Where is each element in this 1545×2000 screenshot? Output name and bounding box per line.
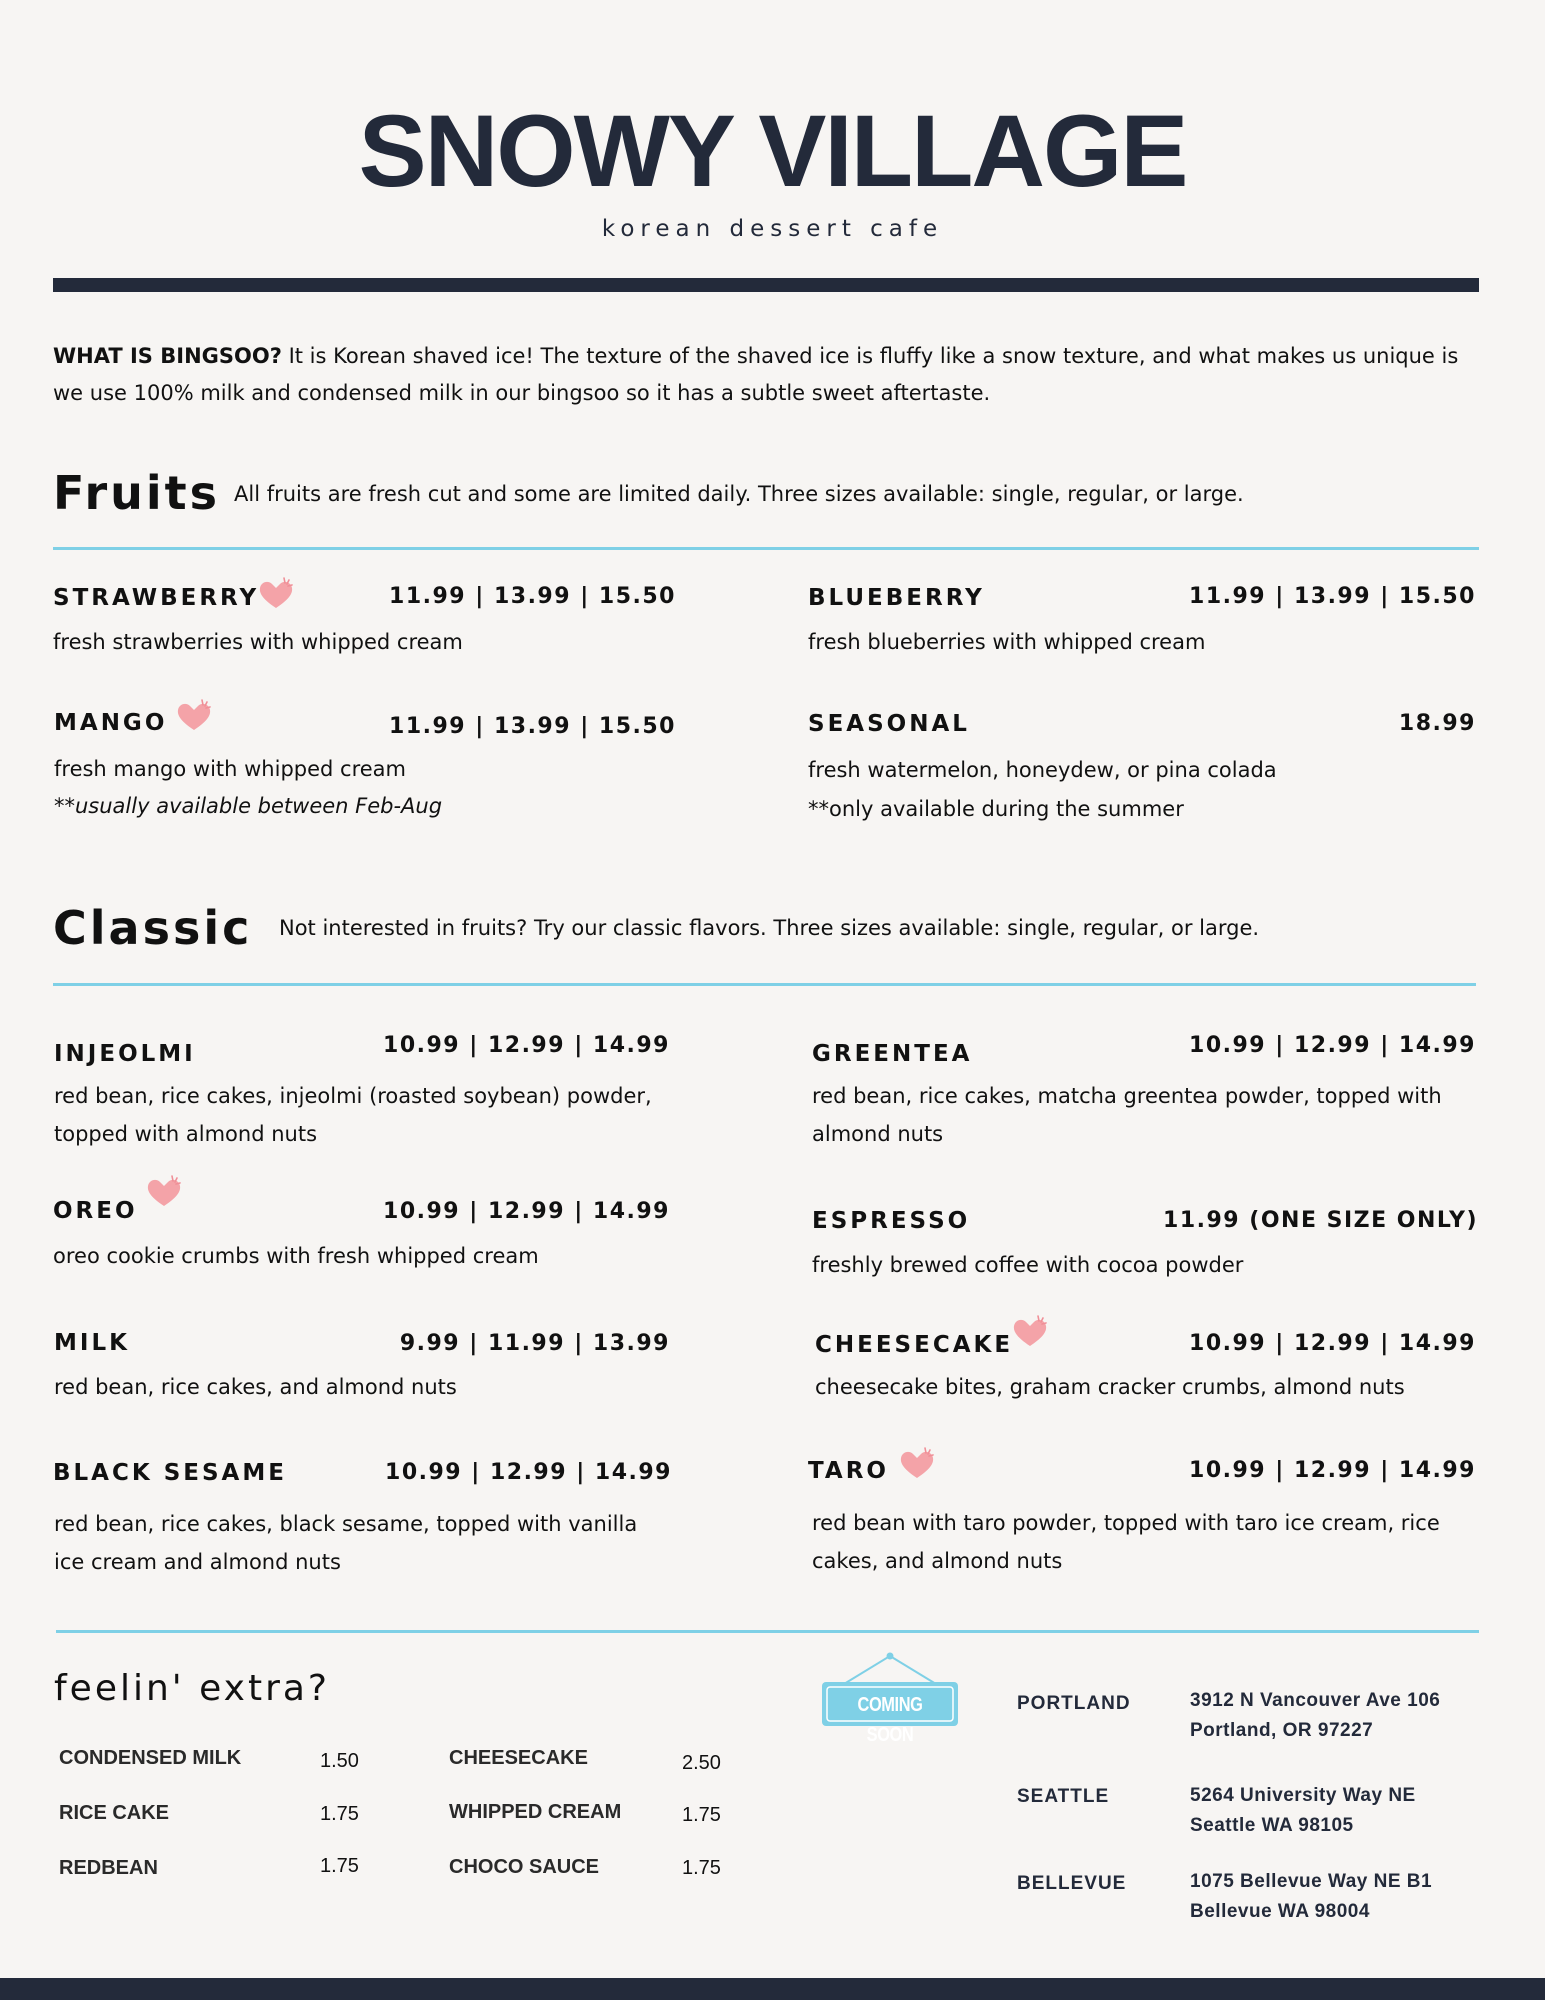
- location-bellevue-line2: Bellevue WA 98004: [1190, 1901, 1370, 1922]
- item-oreo-desc: oreo cookie crumbs with fresh whipped cream: [53, 1244, 539, 1268]
- extra-choco-sauce-name: CHOCO SAUCE: [449, 1856, 600, 1878]
- item-greentea-desc: red bean, rice cakes, matcha greentea powder, topped with almond nuts: [812, 1084, 1442, 1146]
- coming-soon-sign: [820, 1650, 960, 1746]
- item-cheesecake-price: 10.99 | 12.99 | 14.99: [1189, 1331, 1476, 1356]
- item-oreo-price: 10.99 | 12.99 | 14.99: [383, 1199, 670, 1224]
- location-portland-line2: Portland, OR 97227: [1190, 1720, 1374, 1741]
- header-divider: [53, 278, 1479, 292]
- item-injeolmi-desc: red bean, rice cakes, injeolmi (roasted soybean) powder, topped with almond nuts: [54, 1084, 652, 1146]
- heart-icon: [897, 1444, 937, 1482]
- extra-condensed-milk-price: 1.50: [320, 1750, 359, 1772]
- fruits-title: Fruits: [53, 466, 221, 520]
- extra-rice-cake-name: RICE CAKE: [59, 1802, 170, 1824]
- item-blueberry-price: 11.99 | 13.99 | 15.50: [1189, 584, 1476, 609]
- coming-soon-label: COMING SOON: [857, 1694, 923, 1746]
- item-strawberry-desc: fresh strawberries with whipped cream: [53, 630, 463, 654]
- classic-divider: [53, 983, 1476, 986]
- item-injeolmi-price: 10.99 | 12.99 | 14.99: [383, 1033, 670, 1058]
- item-black-sesame-name: BLACK SESAME: [53, 1460, 287, 1486]
- extra-whipped-cream-price: 1.75: [682, 1804, 721, 1826]
- location-bellevue-city: BELLEVUE: [1017, 1873, 1127, 1894]
- item-black-sesame-desc: red bean, rice cakes, black sesame, topped with vanilla ice cream and almond nuts: [54, 1512, 638, 1574]
- extra-condensed-milk-name: CONDENSED MILK: [59, 1747, 242, 1769]
- location-bellevue-address: [1190, 1867, 1432, 1927]
- item-taro-desc: red bean with taro powder, topped with taro ice cream, rice cakes, and almond nuts: [812, 1511, 1440, 1573]
- item-mango-note: **usually available between Feb-Aug: [54, 794, 443, 818]
- item-espresso-price: 11.99 (ONE SIZE ONLY): [1163, 1208, 1478, 1233]
- page-title: SNOWY VILLAGE: [358, 94, 1187, 208]
- extras-title: feelin' extra?: [54, 1668, 331, 1709]
- item-milk-price: 9.99 | 11.99 | 13.99: [399, 1331, 670, 1356]
- item-oreo-name: OREO: [53, 1198, 138, 1224]
- item-greentea-price: 10.99 | 12.99 | 14.99: [1189, 1033, 1476, 1058]
- intro-label: WHAT IS BINGSOO?: [53, 344, 282, 368]
- classic-description: Not interested in fruits? Try our classic flavors. Three sizes available: single, regular, or large.: [279, 916, 1260, 940]
- item-mango-price: 11.99 | 13.99 | 15.50: [389, 714, 676, 739]
- item-strawberry-price: 11.99 | 13.99 | 15.50: [389, 584, 676, 609]
- location-seattle-line2: Seattle WA 98105: [1190, 1815, 1354, 1836]
- location-seattle-line1: 5264 University Way NE: [1190, 1785, 1416, 1806]
- extra-rice-cake-price: 1.75: [320, 1803, 359, 1825]
- fruits-divider: [53, 547, 1479, 550]
- item-cheesecake-name: CHEESECAKE: [815, 1332, 1014, 1358]
- item-milk-desc: red bean, rice cakes, and almond nuts: [54, 1375, 457, 1399]
- page-subtitle: korean dessert cafe: [601, 216, 944, 242]
- item-injeolmi-name: INJEOLMI: [54, 1041, 196, 1067]
- intro-paragraph: [53, 338, 1493, 412]
- item-mango-name: MANGO: [54, 710, 168, 736]
- extra-redbean-price: 1.75: [320, 1855, 359, 1877]
- item-blueberry-name: BLUEBERRY: [808, 585, 985, 611]
- extra-cheesecake-price: 2.50: [682, 1752, 721, 1774]
- heart-icon: [174, 696, 214, 734]
- extra-choco-sauce-price: 1.75: [682, 1857, 721, 1879]
- location-seattle-city: SEATTLE: [1017, 1786, 1110, 1807]
- extra-redbean-name: REDBEAN: [59, 1857, 158, 1879]
- item-taro-price: 10.99 | 12.99 | 14.99: [1189, 1458, 1476, 1483]
- item-espresso-desc: freshly brewed coffee with cocoa powder: [812, 1253, 1244, 1277]
- item-espresso-name: ESPRESSO: [812, 1208, 971, 1234]
- item-seasonal-desc: fresh watermelon, honeydew, or pina colada: [808, 758, 1277, 782]
- item-seasonal-price: 18.99: [1398, 711, 1476, 736]
- footer-bar: [0, 1978, 1545, 2000]
- item-taro-name: TARO: [808, 1458, 889, 1484]
- item-black-sesame-price: 10.99 | 12.99 | 14.99: [385, 1460, 672, 1485]
- fruits-description: All fruits are fresh cut and some are limited daily. Three sizes available: single, regular, or large.: [234, 482, 1244, 506]
- location-portland-city: PORTLAND: [1017, 1693, 1131, 1714]
- intro-text: It is Korean shaved ice! The texture of the shaved ice is fluffy like a snow texture, and what makes us unique is we use 100% milk and condensed milk in our bingsoo so it has a subtle sweet aftertaste.: [53, 344, 1459, 405]
- extras-divider: [56, 1630, 1479, 1633]
- heart-icon: [144, 1172, 184, 1210]
- item-blueberry-desc: fresh blueberries with whipped cream: [808, 630, 1206, 654]
- heart-icon: [256, 574, 296, 612]
- location-portland-line1: 3912 N Vancouver Ave 106: [1190, 1690, 1441, 1711]
- classic-title: Classic: [53, 901, 253, 955]
- location-seattle-address: [1190, 1781, 1416, 1841]
- item-seasonal-name: SEASONAL: [808, 711, 970, 737]
- item-mango-desc: fresh mango with whipped cream: [54, 757, 406, 781]
- extra-whipped-cream-name: WHIPPED CREAM: [449, 1801, 622, 1823]
- item-cheesecake-desc: cheesecake bites, graham cracker crumbs, almond nuts: [815, 1375, 1405, 1399]
- item-seasonal-note: **only available during the summer: [808, 797, 1184, 821]
- item-milk-name: MILK: [54, 1330, 130, 1356]
- item-greentea-name: GREENTEA: [812, 1041, 973, 1067]
- location-portland-address: [1190, 1686, 1440, 1746]
- extra-cheesecake-name: CHEESECAKE: [449, 1747, 588, 1769]
- location-bellevue-line1: 1075 Bellevue Way NE B1: [1190, 1871, 1433, 1892]
- heart-icon: [1010, 1312, 1050, 1350]
- item-strawberry-name: STRAWBERRY: [53, 585, 260, 611]
